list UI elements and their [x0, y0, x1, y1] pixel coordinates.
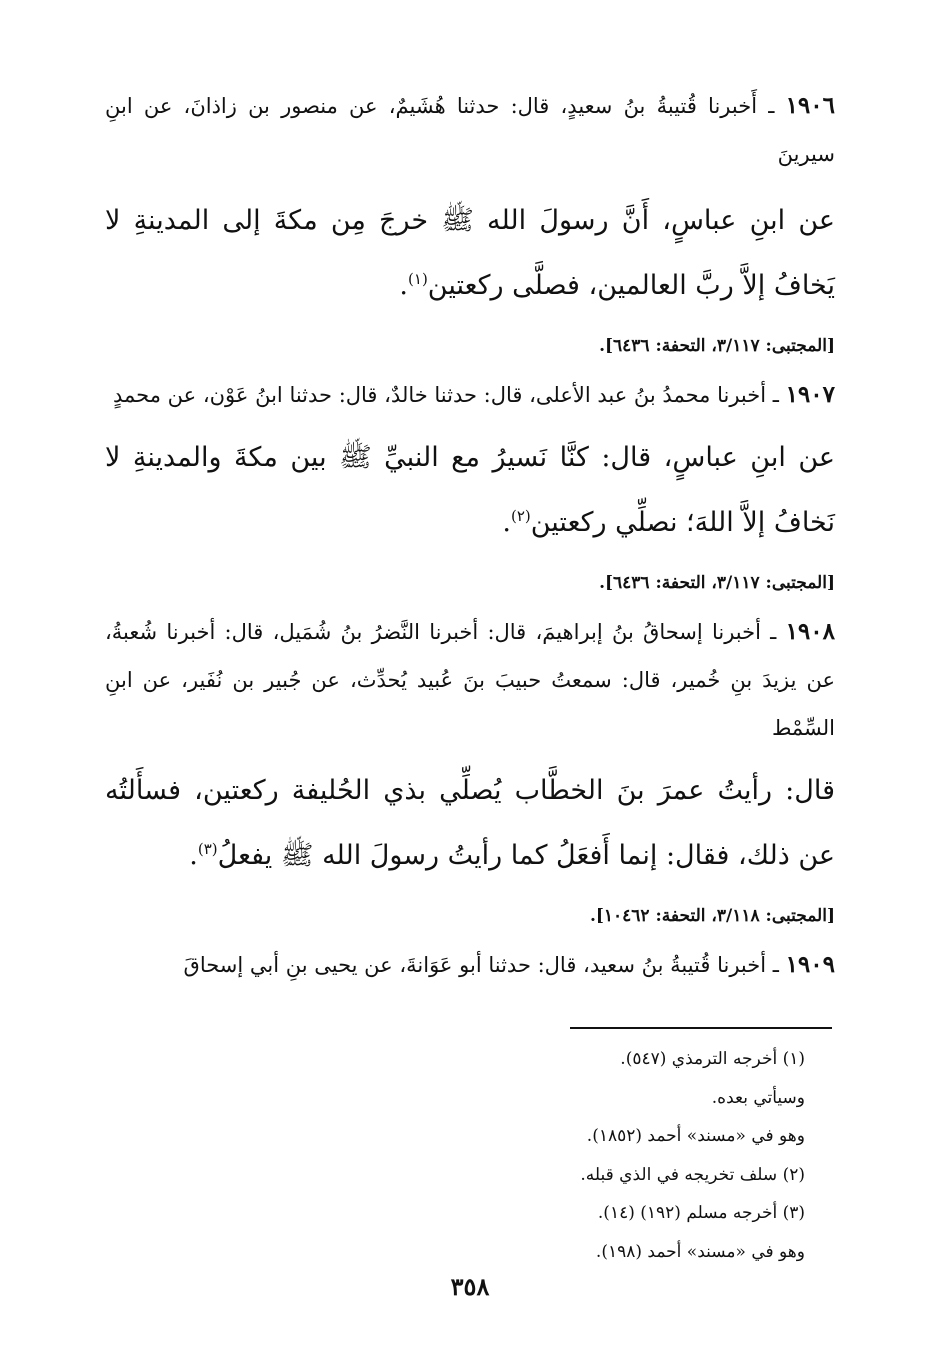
- footnote-line: وسيأتي بعده.: [711, 1087, 805, 1108]
- footnote-marker[interactable]: (٢): [510, 507, 531, 525]
- matn-end: .: [502, 507, 511, 538]
- hadith-number: ١٩٠٨: [785, 618, 835, 645]
- hadith-reference: [المجتبى: ٣/١١٧، التحفة: ٦٤٣٦].: [599, 336, 835, 356]
- footnote-line: (١) أخرجه الترمذي (٥٤٧).: [620, 1049, 805, 1069]
- hadith-reference: [المجتبى: ٣/١١٨، التحفة: ١٠٤٦٢].: [589, 906, 835, 926]
- hadith-matn: [105, 762, 835, 885]
- hadith-isnad: [105, 941, 835, 989]
- matn-end: .: [189, 840, 198, 871]
- isnad-text: ـ أَخبرنا قُتيبةُ بنُ سعيدٍ، قال: حدثنا هُشَيمٌ، عن منصور بن زاذانَ، عن ابنِ سيرينَ: [105, 94, 835, 166]
- hadith-reference: [المجتبى: ٣/١١٧، التحفة: ٦٤٣٦].: [599, 573, 835, 593]
- isnad-text: ـ أخبرنا قُتيبةُ بنُ سعيد، قال: حدثنا أبو عَوَانةَ، عن يحيى بنِ أبي إسحاقَ: [183, 953, 779, 977]
- footnote-marker[interactable]: (١): [408, 270, 428, 288]
- hadith-number: ١٩٠٧: [785, 381, 835, 408]
- matn-text: عن ابنِ عباسٍ، أَنَّ رسولَ الله ﷺ خرجَ مِن مكةَ إلى المدينةِ لا يَخافُ إلاَّ ربَّ العالمين، فصلَّى ركعتين: [105, 205, 835, 301]
- hadith-number: ١٩٠٩: [785, 951, 835, 978]
- footnote-line: (٣) أخرجه مسلم (١٩٢) (١٤).: [597, 1203, 805, 1223]
- hadith-isnad: [105, 608, 835, 752]
- footnotes: [300, 1040, 805, 1271]
- isnad-text: ـ أخبرنا إسحاقُ بنُ إبراهيمَ، قال: أخبرنا النَّضرُ بنُ شُمَيل، قال: أخبرنا شُعبةُ، عن يزيدَ بنِ خُمير، قال: سمعتُ حبيبَ بنَ عُبيد يُحدِّث، عن جُبير بن نُفَير، عن ابنِ السِّمْط: [105, 620, 835, 740]
- hadith-isnad: [105, 82, 835, 178]
- matn-text: قال: رأيتُ عمرَ بنَ الخطَّاب يُصلِّي بذي الحُليفة ركعتين، فسأَلتُه عن ذلك، فقال: إنما أَفعَلُ كما رأيتُ رسولَ الله ﷺ يفعلُ: [105, 775, 835, 871]
- footnote-line: وهو في «مسند» أحمد (١٨٥٢).: [586, 1126, 805, 1146]
- matn-text: عن ابنِ عباسٍ، قال: كنَّا نَسيرُ مع النبيِّ ﷺ بين مكةَ والمدينةِ لا نَخافُ إلاَّ اللهَ؛ نصلِّي ركعتين: [105, 442, 835, 538]
- footnote-line: وهو في «مسند» أحمد (١٩٨).: [595, 1241, 805, 1262]
- footnote-divider: [570, 1027, 832, 1029]
- hadith-matn: [105, 192, 835, 315]
- page-body: [105, 82, 835, 989]
- footnote-line: (٢) سلف تخريجه في الذي قبله.: [580, 1164, 805, 1185]
- page-number: ٣٥٨: [450, 1272, 490, 1301]
- isnad-text: ـ أخبرنا محمدُ بنُ عبد الأعلى، قال: حدثنا خالدٌ، قال: حدثنا ابنُ عَوْن، عن محمدٍ: [113, 383, 779, 407]
- hadith-isnad: [105, 371, 835, 419]
- footnote-marker[interactable]: (٣): [197, 840, 218, 858]
- hadith-number: ١٩٠٦: [785, 92, 835, 119]
- matn-end: .: [399, 270, 409, 301]
- hadith-matn: [105, 429, 835, 552]
